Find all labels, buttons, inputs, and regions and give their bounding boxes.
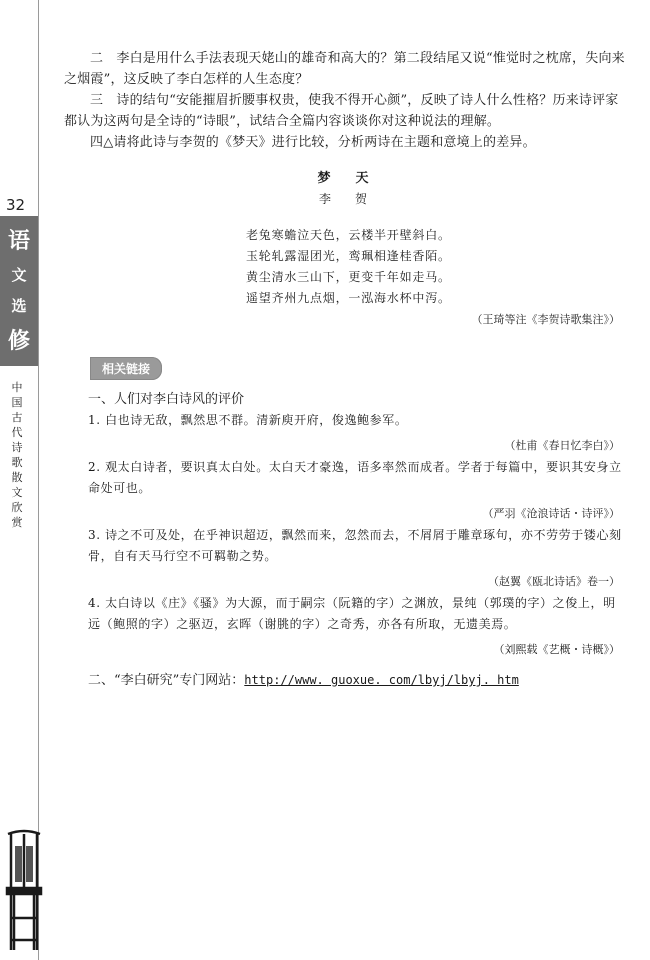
side-book-title-char: 欣	[11, 501, 23, 514]
side-tab-char: 修	[7, 328, 30, 354]
poem-title: 梦 天	[317, 171, 375, 186]
poem-author: 李 贺	[318, 192, 373, 206]
website-link[interactable]: http://www. guoxue. com/lbyj/lbyj. htm	[244, 673, 519, 687]
question-2: 二 李白是用什么手法表现天姥山的雄奇和高大的？第二段结尾又说“惟觉时之枕席，失向来之烟霞”，这反映了李白怎样的人生态度？	[64, 51, 625, 87]
poem-line: 黄尘清水三山下，更变千年如走马。	[246, 270, 451, 284]
quote-source: （赵翼《瓯北诗话》卷一）	[488, 575, 620, 588]
side-book-title-char: 国	[11, 396, 23, 409]
side-tab	[0, 216, 38, 366]
quote-item: 4. 太白诗以《庄》《骚》为大源，而于嗣宗（阮籍的字）之渊放，景纯（郭璞的字）之俊上，明远（鲍照的字）之驱迈，玄晖（谢朓的字）之奇秀，亦各有所取，无遗美焉。	[88, 596, 616, 631]
section-heading: 一、人们对李白诗风的评价	[88, 392, 245, 407]
website-line	[88, 669, 628, 688]
question-4: 四△请将此诗与李贺的《梦天》进行比较，分析两诗在主题和意境上的差异。	[90, 135, 536, 150]
margin-line	[38, 0, 39, 960]
poem-line: 玉轮轧露湿团光，鸾珮相逢桂香陌。	[246, 249, 451, 263]
side-book-title-char: 诗	[11, 441, 23, 454]
quote-item: 1. 白也诗无敌，飘然思不群。清新庾开府，俊逸鲍参军。	[88, 413, 408, 427]
side-book-title	[6, 380, 28, 530]
side-tab-char: 文	[11, 266, 27, 284]
poem-line: 老兔寒蟾泣天色，云楼半开壁斜白。	[246, 228, 451, 242]
side-book-title-char: 赏	[11, 516, 23, 529]
question-3: 三 诗的结句“安能摧眉折腰事权贵，使我不得开心颜”，反映了诗人什么性格？历来诗评家都认为这两句是全诗的“诗眼”，试结合全篇内容谈谈你对这种说法的理解。	[64, 93, 619, 129]
side-book-title-char: 代	[11, 426, 23, 439]
related-links-badge: 相关链接	[90, 357, 162, 380]
quote-source: （杜甫《春日忆李白》）	[504, 439, 620, 452]
poem-body	[246, 225, 628, 309]
quote-item: 3. 诗之不可及处，在乎神识超迈，飘然而来，忽然而去，不屑屑于雕章琢句，亦不劳劳于镂心刻骨，自有天马行空不可羁勒之势。	[88, 528, 622, 563]
quote-item: 2. 观太白诗者，要识真太白处。太白天才豪逸，语多率然而成者。学者于每篇中，要识其安身立命处可也。	[88, 460, 622, 495]
side-tab-char: 选	[11, 297, 27, 315]
quote-source: （刘熙载《艺概・诗概》）	[493, 643, 620, 656]
side-book-title-char: 文	[11, 486, 23, 499]
page-content	[64, 48, 628, 688]
page-number: 32	[6, 196, 26, 214]
side-book-title-char: 古	[11, 411, 23, 424]
side-tab-char: 语	[7, 228, 30, 254]
side-book-title-char: 歌	[11, 456, 23, 469]
website-label: 二、“李白研究”专门网站：	[88, 673, 245, 688]
side-book-title-char: 散	[11, 471, 23, 484]
quote-source: （严羽《沧浪诗话・诗评》）	[482, 507, 620, 520]
side-book-title-char: 中	[11, 381, 23, 394]
chair-illustration	[4, 828, 44, 956]
poem-line: 遥望齐州九点烟，一泓海水杯中泻。	[246, 291, 451, 305]
poem-source: （王琦等注《李贺诗歌集注》）	[471, 313, 620, 326]
